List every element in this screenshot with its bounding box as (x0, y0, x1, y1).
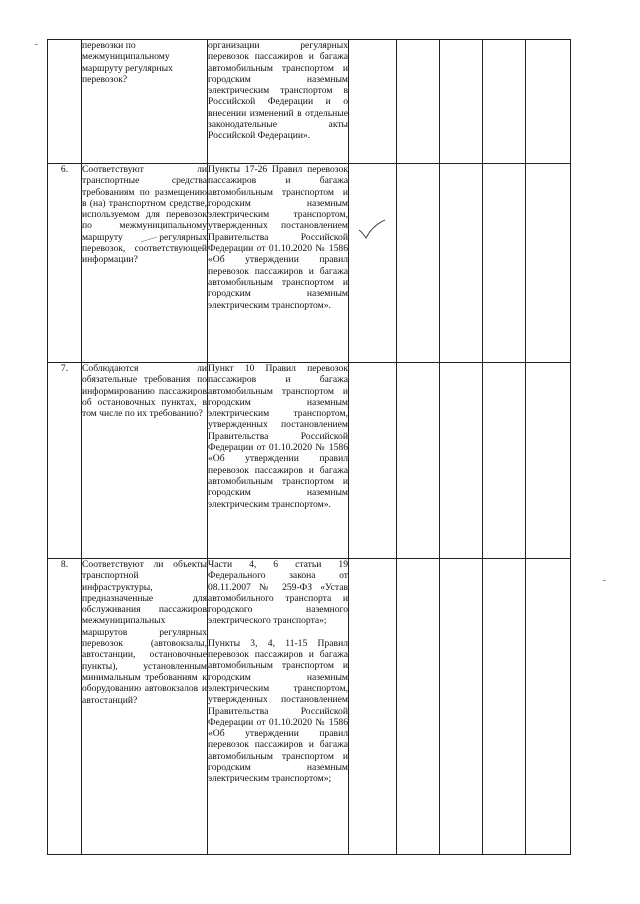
empty-cell (397, 559, 440, 855)
empty-cell (526, 164, 571, 363)
empty-cell (526, 40, 571, 164)
empty-cell (483, 40, 526, 164)
empty-cell (440, 559, 483, 855)
legal-reference-cell (208, 559, 349, 855)
legal-reference-cell (208, 164, 349, 363)
legal-reference-text: Пункт 10 Правил перевозок пассажиров и багажа автомобильным транспортом и городским наземным электрическим транспортом, утвержденных постановлением Правительства Российской Федерации от 01.10.2020 № 1586 «Об утверждении правил перевозок пассажиров и багажа автомобильным транспортом и городским наземным электрическим транспортом». (208, 363, 348, 510)
table-row (48, 40, 571, 164)
empty-cell (349, 363, 397, 559)
pen-stroke-icon (140, 236, 158, 244)
table-row (48, 363, 571, 559)
question-text: Соответствуют ли объекты транспортной инфраструктуры, предназначенные для обслуживания пассажиров межмуниципальных маршрутов регулярных перевозок (автовокзалы, автостанции, остановочные пункты), установленным минимальным требованиям к оборудованию автовокзалов и автостанций? (82, 559, 207, 706)
question-cell (82, 363, 208, 559)
question-text: перевозки по межмуниципальному маршруту регулярных перевозок? (82, 40, 173, 85)
legal-reference-cell (208, 40, 349, 164)
empty-cell (483, 363, 526, 559)
empty-cell (483, 164, 526, 363)
legal-reference-text: Пункты 17-26 Правил перевозок пассажиров и багажа автомобильным транспортом и городским наземным электрическим транспортом, утвержденных постановлением Правительства Российской Федерации от 01.10.2020 № 1586 «Об утверждении правил перевозок пассажиров и багажа автомобильным транспортом и городским наземным электрическим транспортом». (208, 164, 348, 311)
row-number: 7. (48, 363, 82, 559)
checklist-table (47, 39, 571, 855)
scan-speck (35, 44, 38, 45)
row-number: 8. (48, 559, 82, 855)
row-number: 6. (48, 164, 82, 363)
legal-reference-text: Части 4, 6 статьи 19 Федерального закона от 08.11.2007 № 259-ФЗ «Устав автомобильного транспорта и городского наземного электрического транспорта»; (208, 559, 348, 627)
row-number (48, 40, 82, 164)
empty-cell (440, 40, 483, 164)
scan-speck (603, 580, 606, 581)
empty-cell (526, 363, 571, 559)
question-cell (82, 40, 208, 164)
question-text: Соответствуют ли транспортные средства требованиям по размещению в (на) транспортном средстве, используемом для перевозок по межмуниципальному маршруту регулярных перевозок, соответствующей информации? (82, 164, 207, 266)
empty-cell (526, 559, 571, 855)
table-row (48, 164, 571, 363)
empty-cell (440, 164, 483, 363)
empty-cell (397, 40, 440, 164)
empty-cell (397, 363, 440, 559)
table-row (48, 559, 571, 855)
legal-reference-text: Пункты 3, 4, 11-15 Правил перевозок пассажиров и багажа автомобильным транспортом и городским наземным электрическим транспортом, утвержденных постановлением Правительства Российской Федерации от 01.10.2020 № 1586 «Об утверждении правил перевозок пассажиров и багажа автомобильным транспортом и городским наземным электрическим транспортом»; (208, 637, 348, 785)
question-cell (82, 559, 208, 855)
empty-cell (483, 559, 526, 855)
empty-cell (349, 559, 397, 855)
empty-cell (349, 164, 397, 363)
question-cell (82, 164, 208, 363)
question-text: Соблюдаются ли обязательные требования по информированию пассажиров об остановочных пунктах, в том числе по их требованию? (82, 363, 207, 420)
paragraph-gap (208, 627, 348, 638)
empty-cell (397, 164, 440, 363)
legal-reference-cell (208, 363, 349, 559)
empty-cell (440, 363, 483, 559)
empty-cell (349, 40, 397, 164)
legal-reference-text: организации регулярных перевозок пассажиров и багажа автомобильным транспортом и городским наземным электрическим транспортом в Российской Федерации и о внесении изменений в отдельные законодательные акты Российской Федерации». (208, 40, 348, 142)
checkmark-icon (357, 218, 387, 240)
